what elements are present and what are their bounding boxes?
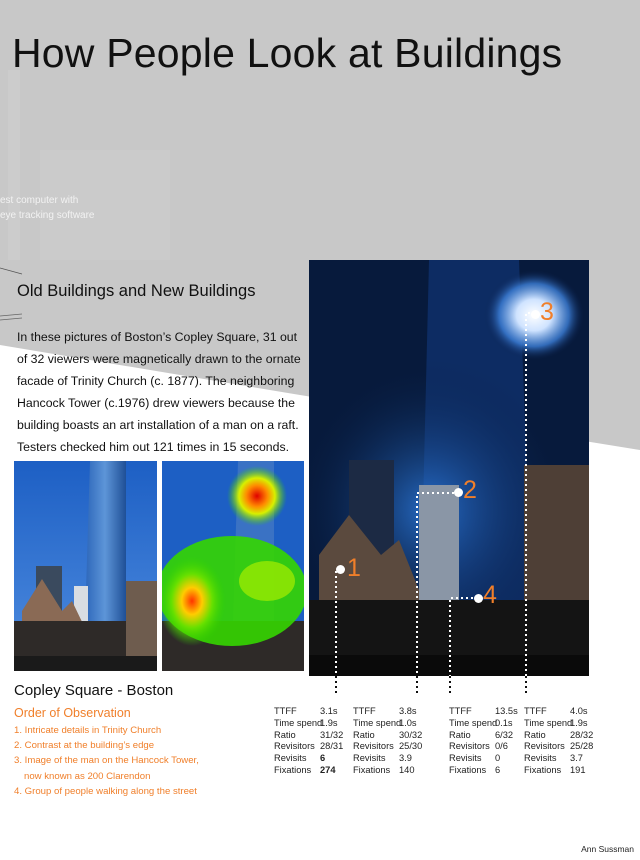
stat-value: 140 <box>399 764 415 775</box>
order-item: 1. Intricate details in Trinity Church <box>14 725 162 736</box>
stat-value: 0/6 <box>495 741 508 752</box>
stat-value: 31/32 <box>320 729 344 740</box>
stat-value: 6 <box>320 753 326 764</box>
stat-value: 4.0s <box>570 706 588 716</box>
stat-value: 13.5s <box>495 706 518 716</box>
stat-key: Revisitors <box>274 741 315 752</box>
gaze-point-3-label: 3 <box>540 298 554 326</box>
stats-column-3 <box>449 706 518 777</box>
order-heading: Order of Observation <box>14 706 131 720</box>
order-item: now known as 200 Clarendon <box>24 770 151 782</box>
stat-key: Time spend <box>449 717 498 728</box>
stats-column-4 <box>524 706 593 777</box>
intro-line: In these pictures of Boston’s Copley Square, 31 out <box>17 330 298 344</box>
stats-column-2 <box>353 706 422 777</box>
intro-line: Hancock Tower (c.1976) drew viewers because the <box>17 396 295 410</box>
intro-line: building boasts an art installation of a man on a raft. <box>17 418 299 432</box>
photo-caption: Copley Square - Boston <box>14 682 174 699</box>
stat-key: Revisits <box>524 753 557 764</box>
order-item: 4. Group of people walking along the street <box>14 785 197 797</box>
stat-key: Ratio <box>353 729 375 740</box>
stat-value: 1.9s <box>570 717 588 728</box>
stat-value: 3.9 <box>399 753 412 764</box>
stat-key: Fixations <box>353 764 391 775</box>
stat-key: TTFF <box>524 706 547 716</box>
stats-column-1 <box>274 706 343 777</box>
stat-key: Fixations <box>524 764 562 775</box>
stat-value: 28/32 <box>570 729 594 740</box>
stat-value: 1.9s <box>320 717 338 728</box>
order-item: 3. Image of the man on the Hancock Tower, <box>14 755 199 767</box>
stat-key: Time spend <box>524 717 573 728</box>
stat-key: Ratio <box>524 729 546 740</box>
stat-value: 6/32 <box>495 729 514 740</box>
stat-key: Revisits <box>274 753 307 764</box>
intro-line: of 32 viewers were magnetically drawn to the ornate <box>17 352 301 366</box>
stat-value: 3.7 <box>570 753 583 764</box>
stat-key: Revisits <box>353 753 386 764</box>
stat-value: 6 <box>495 764 501 775</box>
stat-value: 191 <box>570 764 586 775</box>
stat-value: 1.0s <box>399 717 417 728</box>
stat-key: TTFF <box>353 706 376 716</box>
stat-key: Revisitors <box>353 741 394 752</box>
stat-value: 25/30 <box>399 741 423 752</box>
section-heading: Old Buildings and New Buildings <box>17 282 256 300</box>
stat-key: TTFF <box>274 706 297 716</box>
stat-value: 3.1s <box>320 706 338 716</box>
intro-line: Testers checked him out 121 times in 15 seconds. <box>17 440 290 454</box>
gaze-point-2-label: 2 <box>463 476 477 504</box>
stat-value: 30/32 <box>399 729 423 740</box>
stat-key: Time spend <box>274 717 323 728</box>
stat-value: 0 <box>495 753 501 764</box>
gaze-point-4-label: 4 <box>483 581 497 609</box>
stat-key: Ratio <box>449 729 471 740</box>
faint-caption-line-1: est computer with <box>0 195 79 206</box>
page-title: How People Look at Buildings <box>12 30 563 76</box>
order-item: 2. Contrast at the building’s edge <box>14 740 155 752</box>
stat-key: Revisits <box>449 753 482 764</box>
stat-key: TTFF <box>449 706 472 716</box>
order-list <box>14 723 199 799</box>
stat-value: 28/31 <box>320 741 344 752</box>
stat-key: Revisitors <box>524 741 565 752</box>
stat-value: 0.1s <box>495 717 513 728</box>
stat-key: Fixations <box>274 764 312 775</box>
faint-caption-line-2: eye tracking software <box>0 210 95 221</box>
stat-value: 3.8s <box>399 706 417 716</box>
stat-key: Time spend <box>353 717 402 728</box>
stat-key: Fixations <box>449 764 487 775</box>
intro-line: facade of Trinity Church (c. 1877). The neighboring <box>17 374 295 388</box>
author-credit: Ann Sussman <box>581 844 634 854</box>
stat-key: Ratio <box>274 729 296 740</box>
stat-value: 274 <box>320 764 336 775</box>
stat-value: 25/28 <box>570 741 594 752</box>
gaze-point-1-label: 1 <box>347 554 361 582</box>
stat-key: Revisitors <box>449 741 490 752</box>
